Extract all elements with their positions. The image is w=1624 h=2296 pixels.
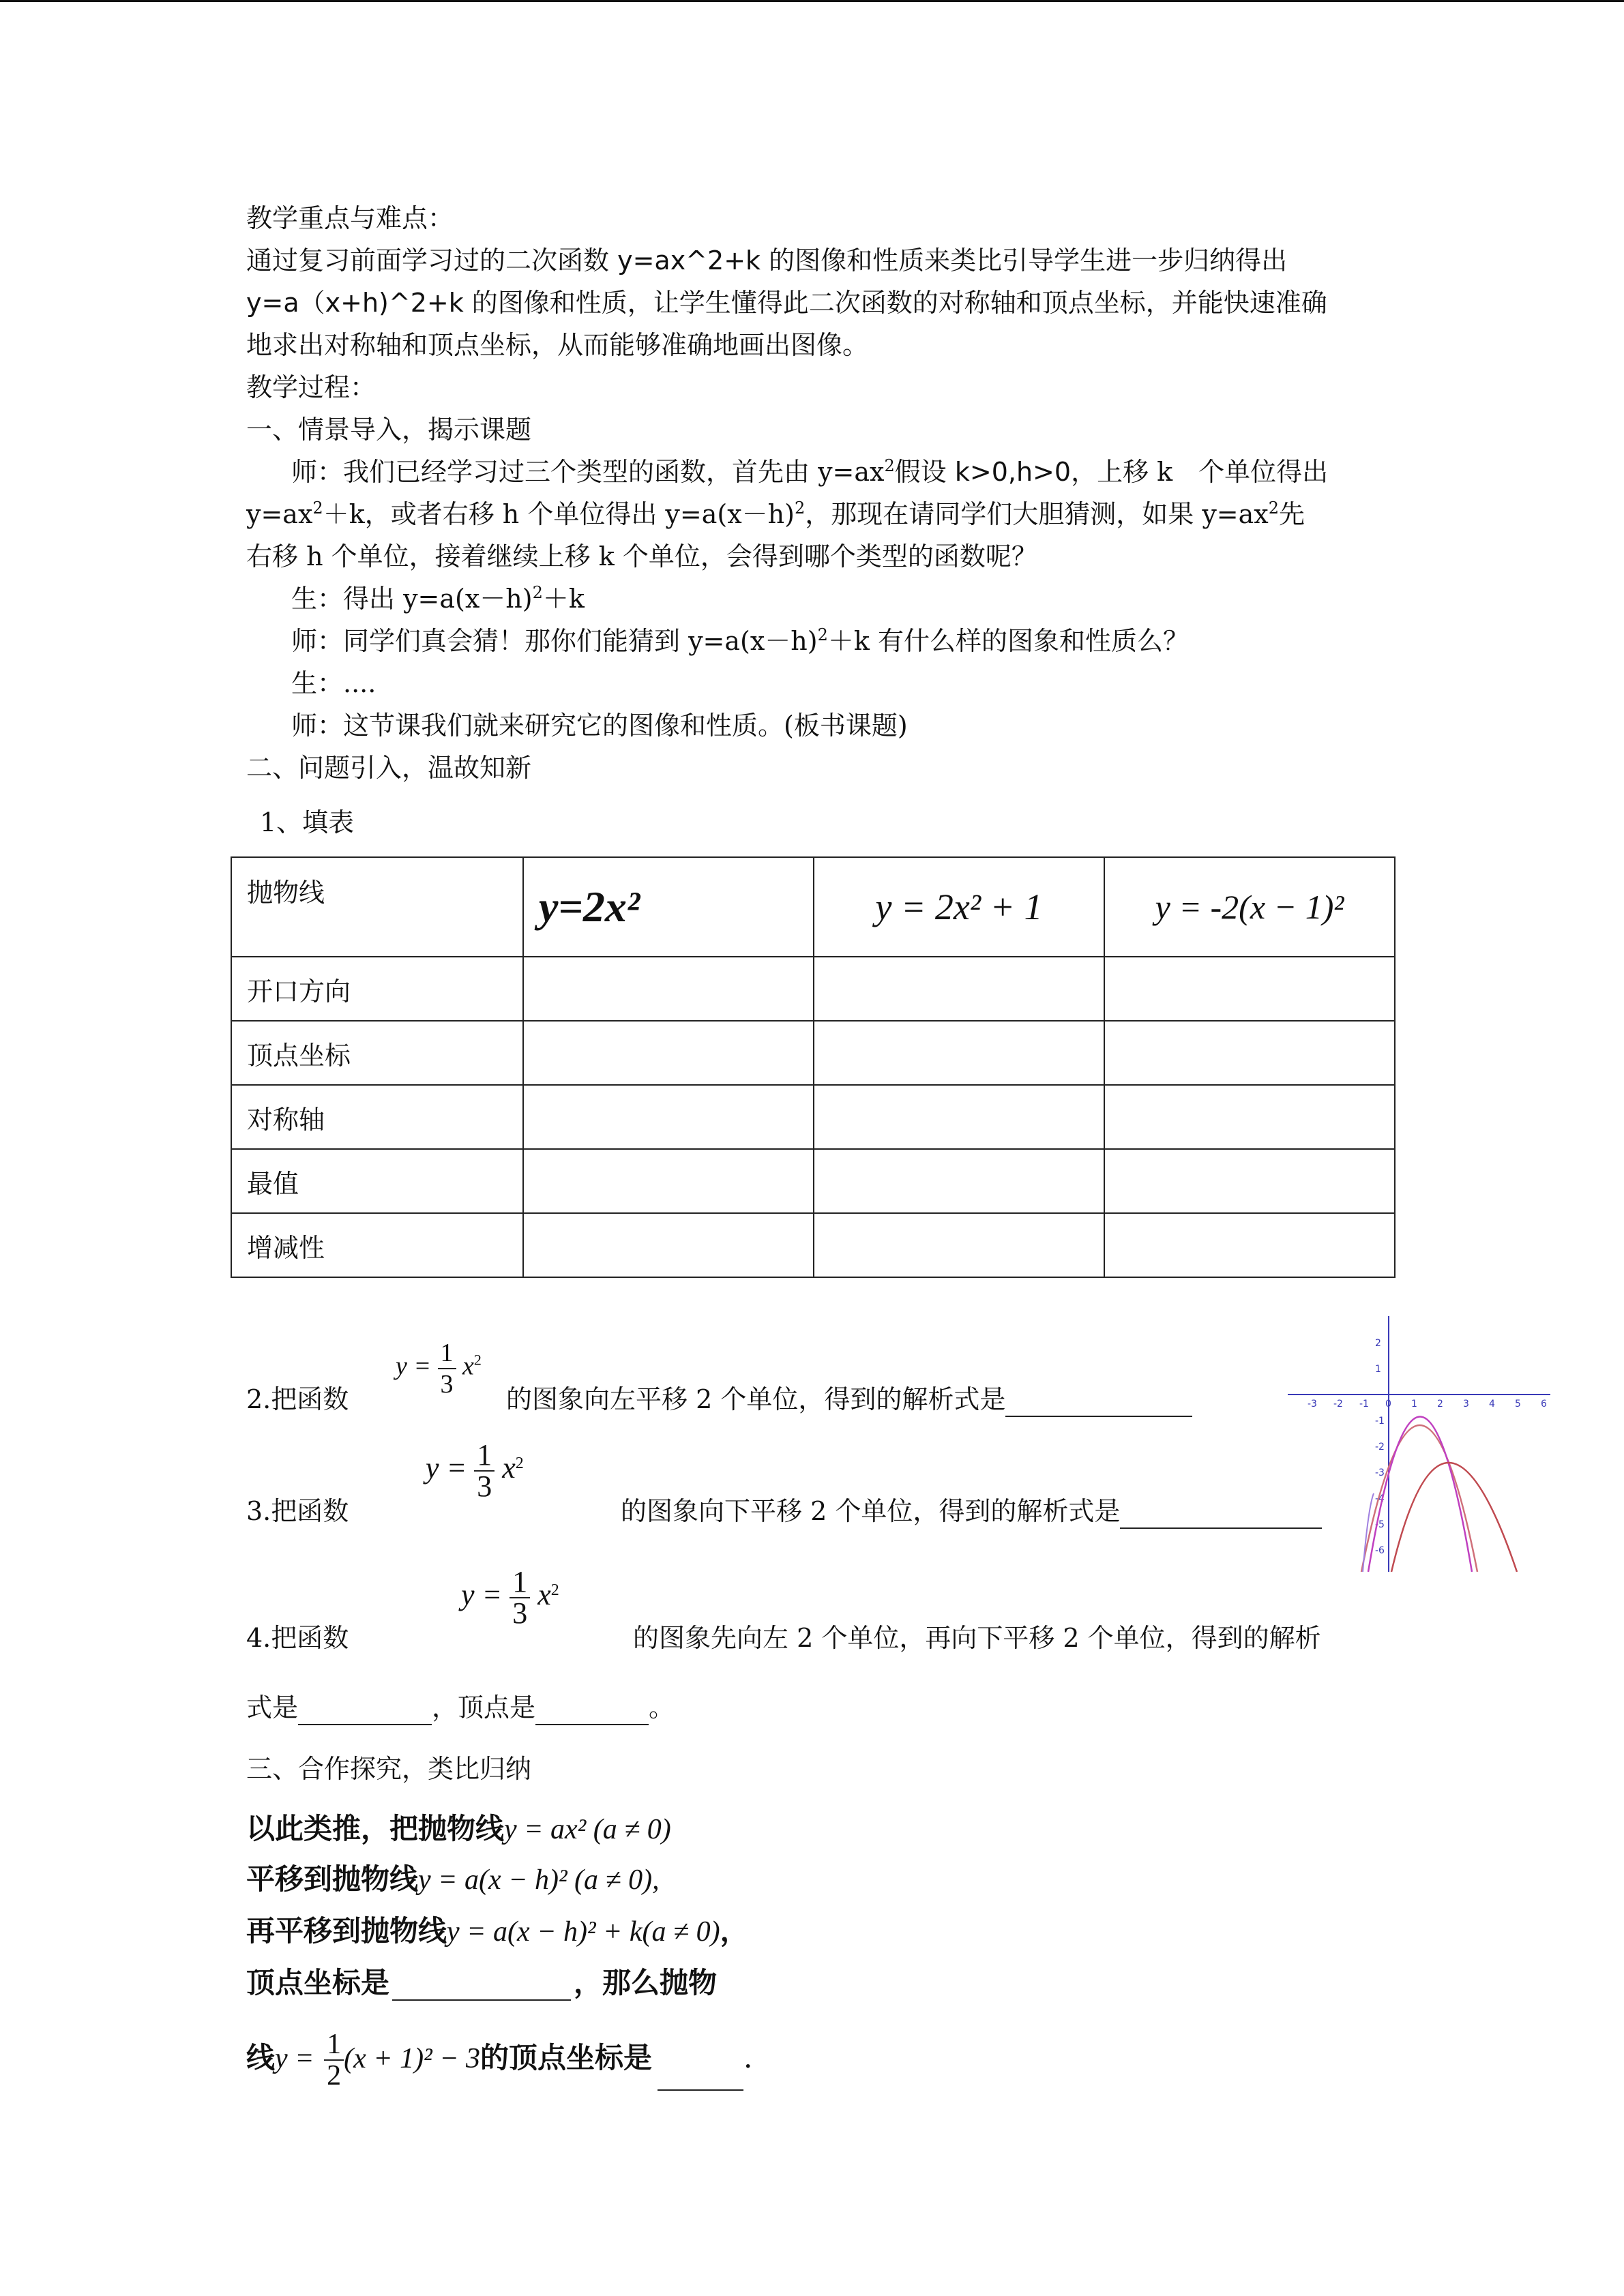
table-cell[interactable] bbox=[1104, 1021, 1395, 1085]
heading-focus: 教学重点与难点： bbox=[246, 203, 454, 233]
q3-prefix: 3.把函数 bbox=[246, 1496, 349, 1526]
analogy-line-1: 以此类推，把抛物线y = ax² (a ≠ 0) bbox=[246, 1812, 671, 1845]
heading-process: 教学过程： bbox=[246, 372, 377, 402]
q2-answer-blank[interactable] bbox=[1005, 1391, 1192, 1417]
y-tick-label: -2 bbox=[1375, 1442, 1385, 1452]
col-header-3: y = -2(x − 1)² bbox=[1104, 857, 1395, 957]
row-label-extremum: 最值 bbox=[231, 1149, 523, 1213]
table-row bbox=[231, 957, 1395, 1021]
vertex-answer-blank[interactable] bbox=[392, 1975, 571, 2001]
col-header-2: y = 2x² + 1 bbox=[814, 857, 1104, 957]
dialog-student-2: 生：.... bbox=[291, 668, 377, 698]
x-tick-label: 5 bbox=[1515, 1399, 1521, 1410]
table-cell[interactable] bbox=[523, 1021, 814, 1085]
table-cell[interactable] bbox=[814, 957, 1104, 1021]
q4-line-2: 式是 ，顶点是 。 bbox=[246, 1690, 675, 1725]
row-label-axis: 对称轴 bbox=[231, 1085, 523, 1149]
intro-line-2: $y=ax^2+k$，或者右移 h 个单位得出 $y=a(x-h)^2$，那现在请同学们大胆猜测，如果 $y=ax^2$先 bbox=[246, 498, 1305, 529]
table-cell[interactable] bbox=[523, 957, 814, 1021]
table-cell[interactable] bbox=[814, 1021, 1104, 1085]
y-tick-label: -4 bbox=[1375, 1493, 1385, 1504]
q4-text: 的图象先向左 2 个单位，再向下平移 2 个单位，得到的解析 bbox=[633, 1623, 1321, 1653]
analogy-line-4: 顶点坐标是 ，那么抛物 bbox=[246, 1966, 718, 1999]
q4-answer-blank[interactable] bbox=[298, 1699, 432, 1725]
intro-line-1: 师：我们已经学习过三个类型的函数，首先由 $y=ax^2$假设 k>0,h>0，上移 k 个单位得出 bbox=[291, 456, 1329, 487]
table-cell[interactable] bbox=[1104, 1213, 1395, 1277]
parabola-graph bbox=[1288, 1316, 1554, 1572]
table-row bbox=[231, 857, 1395, 957]
q4-prefix: 4.把函数 bbox=[246, 1623, 349, 1653]
table-row bbox=[231, 1021, 1395, 1085]
row-label-vertex: 顶点坐标 bbox=[231, 1021, 523, 1085]
x-tick-label: 1 bbox=[1411, 1399, 1417, 1410]
focus-line-2: y=a（x+h)^2+k 的图像和性质，让学生懂得此二次函数的对称轴和顶点坐标，并能快速准确 bbox=[246, 288, 1327, 318]
q2-prefix: 2.把函数 bbox=[246, 1384, 349, 1414]
table-cell[interactable] bbox=[814, 1085, 1104, 1149]
analogy-line-5: 线y = $\frac{1}{2}$ (x + 1)² − 3的顶点坐标是 . bbox=[246, 2029, 753, 2091]
x-tick-label: 0 bbox=[1385, 1399, 1391, 1410]
y-tick-label: 1 bbox=[1375, 1364, 1381, 1375]
q2-text: 的图象向左平移 2 个单位，得到的解析式是 bbox=[506, 1382, 1192, 1417]
table-cell[interactable] bbox=[1104, 957, 1395, 1021]
section-3-title: 三、合作探究，类比归纳 bbox=[246, 1754, 532, 1784]
table-cell[interactable] bbox=[814, 1149, 1104, 1213]
x-tick-label: 3 bbox=[1463, 1399, 1469, 1410]
q4-vertex-blank[interactable] bbox=[535, 1699, 649, 1725]
x-tick-label: -2 bbox=[1333, 1399, 1343, 1410]
fill-table-title: 1、填表 bbox=[260, 807, 355, 837]
y-tick-label: -5 bbox=[1375, 1519, 1385, 1530]
table-cell[interactable] bbox=[814, 1213, 1104, 1277]
x-tick-label: 6 bbox=[1541, 1399, 1547, 1410]
analogy-line-3: 再平移到抛物线y = a(x − h)² + k(a ≠ 0)， bbox=[246, 1914, 749, 1948]
y-tick-label: -1 bbox=[1375, 1416, 1385, 1427]
section-2-title: 二、问题引入，温故知新 bbox=[246, 753, 532, 783]
table-row bbox=[231, 1213, 1395, 1277]
x-tick-label: 2 bbox=[1437, 1399, 1443, 1410]
dialog-teacher-3: 师：这节课我们就来研究它的图像和性质。(板书课题) bbox=[291, 711, 908, 741]
q3-formula: y = $\frac{1}{3}$ $x^2$ bbox=[426, 1438, 524, 1503]
parabola-left-branch bbox=[1363, 1493, 1374, 1572]
fill-in-table bbox=[231, 856, 1396, 1278]
q4-formula: y = $\frac{1}{3}$ $x^2$ bbox=[461, 1565, 559, 1630]
q3-text: 的图象向下平移 2 个单位，得到的解析式是 bbox=[621, 1493, 1322, 1529]
intro-line-3: 右移 h 个单位，接着继续上移 k 个单位，会得到哪个类型的函数呢？ bbox=[246, 541, 1037, 571]
focus-line-3: 地求出对称轴和顶点坐标，从而能够准确地画出图像。 bbox=[246, 330, 869, 360]
focus-line-1: 通过复习前面学习过的二次函数 y=ax^2+k 的图像和性质来类比引导学生进一步归纳得出 bbox=[246, 245, 1288, 275]
q2-formula: y = $\frac{1}{3}$ $x^2$ bbox=[396, 1339, 482, 1399]
table-cell[interactable] bbox=[523, 1085, 814, 1149]
table-row bbox=[231, 1085, 1395, 1149]
table-row bbox=[231, 1149, 1395, 1213]
row-label-parabola: 抛物线 bbox=[231, 857, 523, 957]
table-cell[interactable] bbox=[523, 1213, 814, 1277]
y-tick-label: -6 bbox=[1375, 1545, 1385, 1556]
row-label-monotonicity: 增减性 bbox=[231, 1213, 523, 1277]
vertex2-answer-blank[interactable] bbox=[658, 2065, 743, 2091]
analogy-line-2: 平移到抛物线y = a(x − h)² (a ≠ 0), bbox=[246, 1862, 660, 1896]
dialog-student-1: 生：得出 $y=a(x-h)^2+k$ bbox=[291, 583, 585, 614]
x-tick-label: -1 bbox=[1359, 1399, 1369, 1410]
row-label-opening: 开口方向 bbox=[231, 957, 523, 1021]
y-tick-label: -3 bbox=[1375, 1467, 1385, 1478]
x-tick-label: 4 bbox=[1489, 1399, 1495, 1410]
table-cell[interactable] bbox=[1104, 1085, 1395, 1149]
col-header-1: y=2x² bbox=[523, 857, 814, 957]
table-cell[interactable] bbox=[1104, 1149, 1395, 1213]
y-tick-label: 2 bbox=[1375, 1338, 1381, 1349]
x-tick-label: -3 bbox=[1308, 1399, 1317, 1410]
page-top-border bbox=[0, 0, 1624, 2]
dialog-teacher-2: 师：同学们真会猜！那你们能猜到 $y=a(x-h)^2+k$ 有什么样的图象和性质么？ bbox=[291, 625, 1189, 656]
table-cell[interactable] bbox=[523, 1149, 814, 1213]
section-1-title: 一、情景导入，揭示课题 bbox=[246, 415, 532, 445]
